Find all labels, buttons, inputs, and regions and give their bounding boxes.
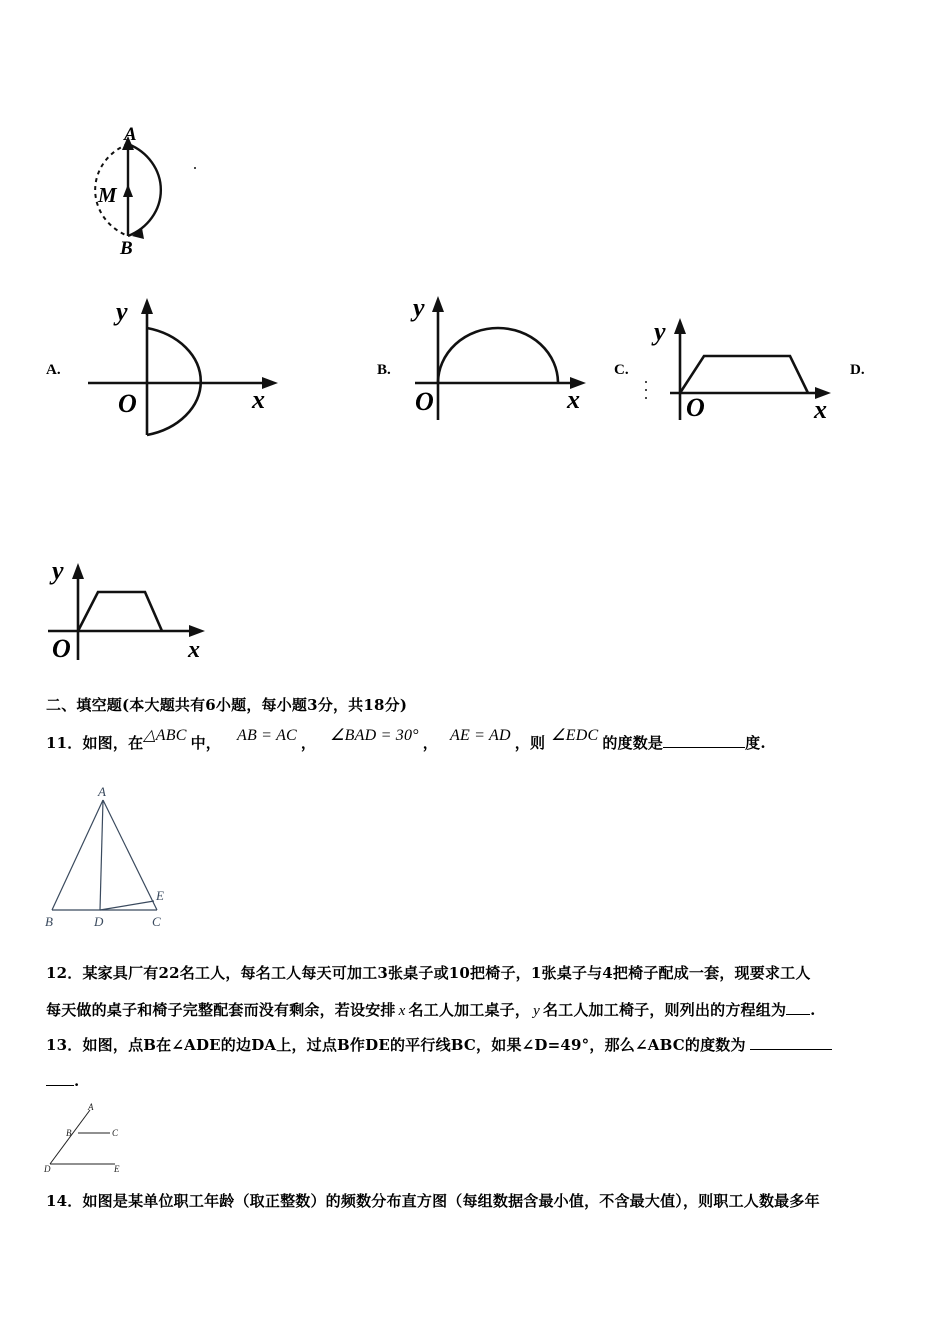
o-label: O — [52, 634, 71, 663]
question-13-line1 — [46, 1034, 832, 1055]
option-b-letter[interactable]: B. — [377, 362, 391, 378]
q11-end2: 度. — [745, 734, 766, 752]
q12-var-y: y — [533, 1003, 540, 1019]
question-12-line1: 12．某家具厂有22名工人，每名工人每天可加工3张桌子或10把椅子，1张桌子与4把椅子配成一套，现要求工人 — [46, 964, 811, 982]
q13-parallel-figure — [40, 1100, 140, 1175]
option-a-letter[interactable]: A. — [46, 362, 61, 378]
q12-line2d: . — [810, 1001, 816, 1019]
y-label: y — [654, 317, 666, 346]
q12-var-x: x — [398, 1003, 406, 1019]
fig-label-a: A — [88, 1102, 94, 1112]
q13-answer-blank-2[interactable] — [46, 1071, 74, 1086]
option-d-graph[interactable] — [40, 555, 220, 665]
question-11 — [46, 727, 766, 753]
fig-label-a: A — [98, 784, 106, 799]
q11-mid: 中， — [190, 734, 222, 752]
q11-eq1: AB = AC — [237, 727, 297, 744]
fig-label-e: E — [156, 888, 164, 903]
q11-triangle-figure — [40, 782, 175, 932]
q11-end1: 的度数是 — [602, 734, 664, 752]
o-label: O — [118, 389, 137, 418]
label-b: B — [120, 238, 133, 259]
q13-answer-blank-1[interactable] — [750, 1035, 832, 1050]
q11-eq4: ∠EDC — [551, 727, 599, 744]
question-13-line2 — [46, 1071, 79, 1090]
question-14-line1: 14．如图是某单位职工年龄（取正整数）的频数分布直方图（每组数据含最小值，不含最大值），则职工人数最多年 — [46, 1192, 820, 1210]
o-label: O — [686, 393, 705, 422]
option-a-graph[interactable] — [80, 290, 295, 440]
fig-label-e: E — [114, 1164, 120, 1174]
x-label: x — [814, 395, 827, 424]
section-heading: 二、填空题(本大题共有6小题，每小题3分，共18分) — [46, 696, 408, 714]
option-b-graph[interactable] — [405, 290, 595, 425]
fig-label-c: C — [152, 914, 161, 929]
y-label: y — [413, 293, 425, 322]
x-label: x — [567, 385, 580, 414]
q11-eq2: ∠BAD = 30° — [330, 727, 419, 744]
q11-sep1: ， — [300, 734, 317, 752]
y-label: y — [116, 297, 128, 326]
x-label: x — [188, 637, 200, 663]
question-12-line2 — [46, 999, 816, 1020]
q13-line1: 13．如图，点B在∠ADE的边DA上，过点B作DE的平行线BC，如果∠D=49°，那么∠ABC的度数为 — [46, 1036, 746, 1054]
fig-label-c: C — [112, 1128, 119, 1138]
q11-answer-blank[interactable] — [663, 733, 745, 748]
q12-line2a: 每天做的桌子和椅子完整配套而没有剩余，若设安排 — [46, 1001, 396, 1019]
label-a: A — [124, 124, 137, 145]
q13-line2: . — [74, 1072, 80, 1090]
x-label: x — [252, 385, 265, 414]
option-c-letter[interactable]: C. — [614, 362, 629, 378]
q11-then: ，则 — [514, 734, 546, 752]
q12-line2b: 名工人加工桌子， — [408, 1001, 531, 1019]
label-m: M — [98, 183, 117, 207]
q11-num: 11．如图，在 — [46, 734, 144, 752]
fig-label-d: D — [44, 1164, 51, 1174]
fig-label-b: B — [66, 1128, 72, 1138]
fig-label-b: B — [45, 914, 53, 929]
o-label: O — [415, 387, 434, 416]
q12-answer-blank[interactable] — [786, 1000, 810, 1015]
q11-sep2: ， — [422, 734, 438, 752]
circle-motion-figure — [60, 120, 210, 260]
q11-triangle: △ABC — [143, 727, 187, 744]
option-d-letter[interactable]: D. — [850, 362, 865, 378]
fig-label-d: D — [94, 914, 104, 929]
y-label: y — [52, 556, 64, 585]
option-c-graph[interactable] — [640, 310, 840, 425]
q12-line2c: 名工人加工椅子，则列出的方程组为 — [542, 1001, 787, 1019]
q11-eq3: AE = AD — [449, 727, 511, 744]
